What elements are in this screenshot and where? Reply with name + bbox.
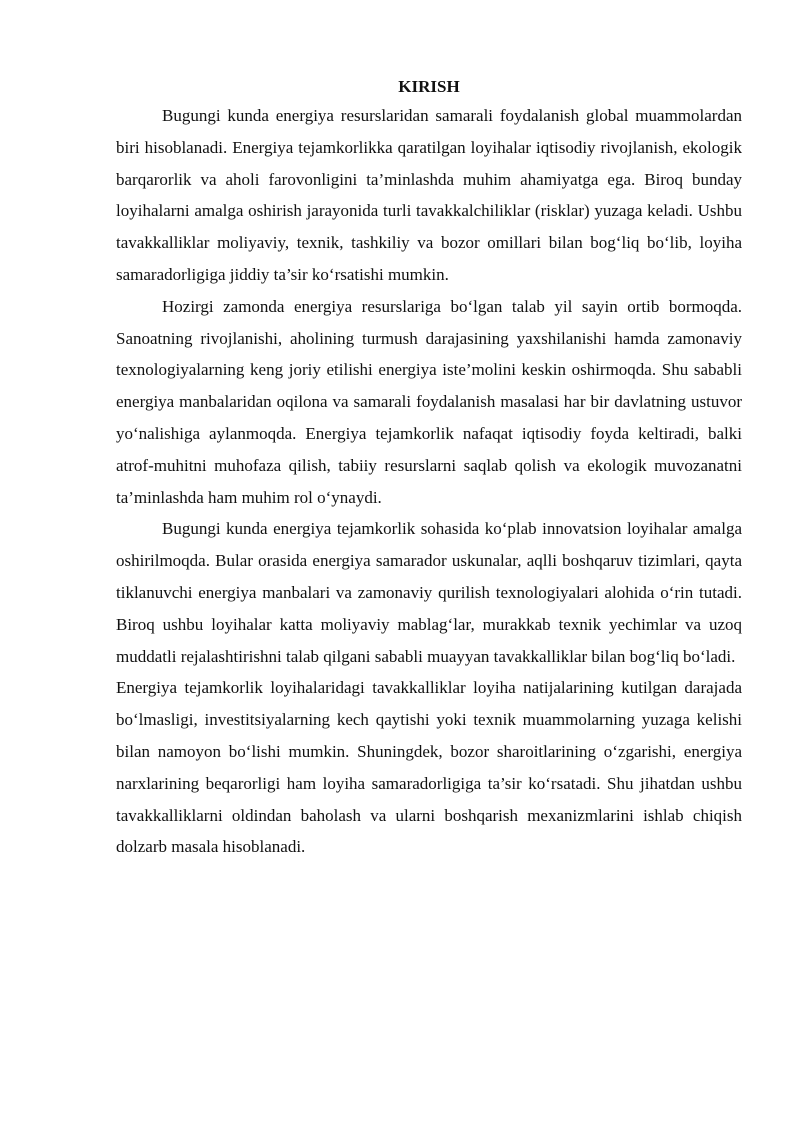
paragraph-innovative-projects: Bugungi kunda energiya tejamkorlik sohasida ko‘plab innovatsion loyihalar amalga oshirilmoqda. Bular orasida energiya samarador uskunalar, aqlli boshqaruv tizimlari, qayta tiklanuvchi energiya manbalari va zamonaviy qurilish texnologiyalari alohida o‘rin tutadi. Biroq ushbu loyihalar katta moliyaviy mablag‘lar, murakkab texnik yechimlar va uzoq muddatli rejalashtirishni talab qilgani sababli muayyan tavakkalliklar bilan bog‘liq bo‘ladi. bbox=[116, 519, 742, 666]
document-body bbox=[116, 74, 742, 863]
paragraph-energy-demand: Hozirgi zamonda energiya resurslariga bo‘lgan talab yil sayin ortib bormoqda. Sanoatning rivojlanishi, aholining turmush darajasining yaxshilanishi hamda zamonaviy texnologiyalarning keng joriy etilishi energiya iste’molini keskin oshirmoqda. Shu sababli energiya manbalaridan oqilona va samarali foydalanish masalasi har bir davlatning ustuvor yo‘nalishiga aylanmoqda. Energiya tejamkorlik nafaqat iqtisodiy foyda keltiradi, balki atrof-muhitni muhofaza qilish, tabiiy resurslarni saqlab qolish va ekologik muvozanatni ta’minlashda ham muhim rol o‘ynaydi. bbox=[116, 296, 742, 507]
document-title: KIRISH bbox=[398, 77, 460, 96]
paragraph-intro: Bugungi kunda energiya resurslaridan samarali foydalanish global muammolardan biri hisoblanadi. Energiya tejamkorlikka qaratilgan loyihalar iqtisodiy rivojlanish, ekologik barqarorlik va aholi farovonligini ta’minlashda muhim ahamiyatga ega. Biroq bunday loyihalarni amalga oshirish jarayonida turli tavakkalchiliklar (risklar) yuzaga keladi. Ushbu tavakkalliklar moliyaviy, texnik, tashkiliy va bozor omillari bilan bog‘liq bo‘lib, loyiha samaradorligiga jiddiy ta’sir ko‘rsatishi mumkin. bbox=[116, 106, 742, 284]
paragraph-risks: Energiya tejamkorlik loyihalaridagi tavakkalliklar loyiha natijalarining kutilgan darajada bo‘lmasligi, investitsiyalarning kech qaytishi yoki texnik muammolarning yuzaga kelishi bilan namoyon bo‘lishi mumkin. Shuningdek, bozor sharoitlarining o‘zgarishi, energiya narxlarining beqarorligi ham loyiha samaradorligiga ta’sir ko‘rsatadi. Shu jihatdan ushbu tavakkalliklarni oldindan baholash va ularni boshqarish mexanizmlarini ishlab chiqish dolzarb masala hisoblanadi. bbox=[116, 678, 742, 857]
